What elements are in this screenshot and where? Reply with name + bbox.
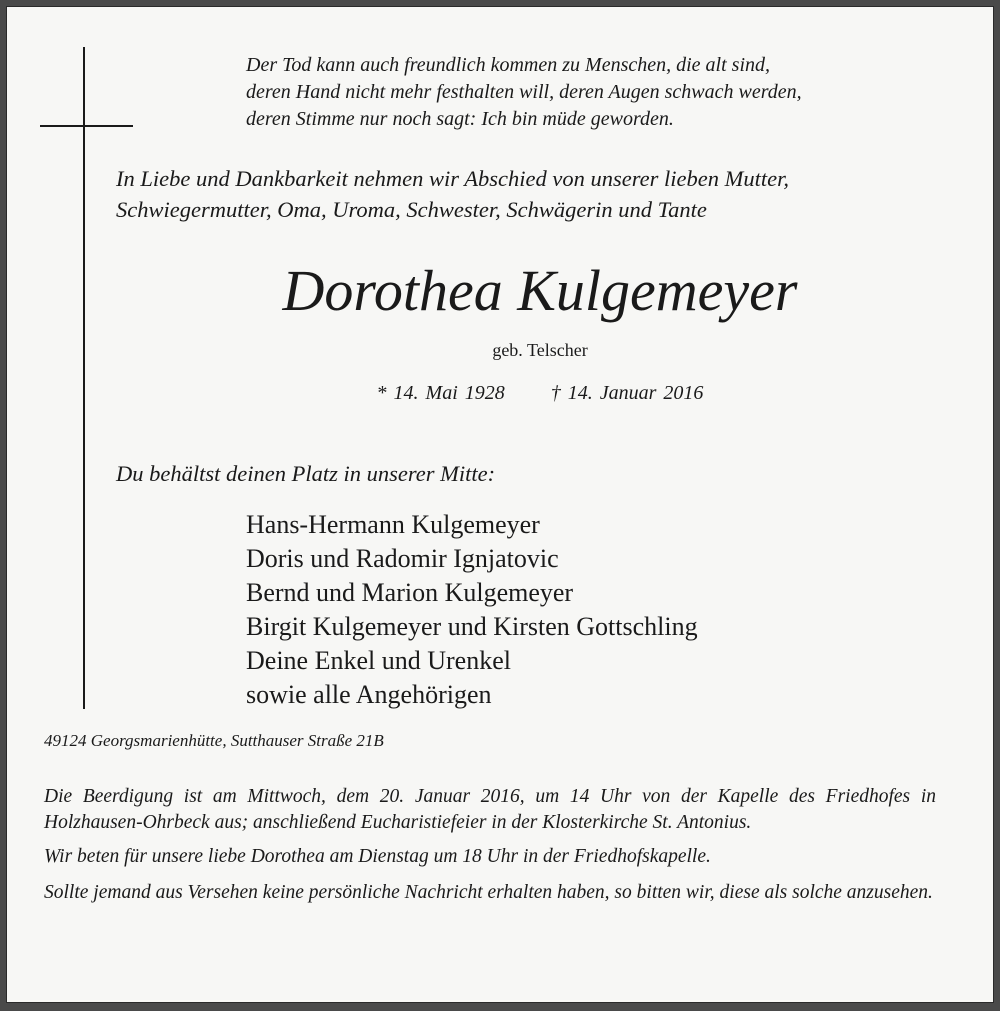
mourner-entry: Deine Enkel und Urenkel: [246, 646, 511, 675]
birth-date: * 14. Mai 1928: [376, 382, 505, 404]
funeral-note: Die Beerdigung ist am Mittwoch, dem 20. Januar 2016, um 14 Uhr von der Kapelle des Friedhofes in Holzhausen-Ohrbeck aus; anschließend Eucharistiefeier in der Klosterkirche St. Antonius.: [44, 786, 936, 833]
maiden-name: geb. Telscher: [492, 340, 588, 360]
mourner-entry: Hans-Hermann Kulgemeyer: [246, 510, 540, 539]
mourner-entry: Doris und Radomir Ignjatovic: [246, 544, 559, 573]
life-dates: [0, 382, 1000, 405]
mourner-entry: sowie alle Angehörigen: [246, 680, 492, 709]
intro-text: [116, 163, 789, 225]
service-notes: [44, 784, 936, 916]
intro-line: Schwiegermutter, Oma, Uroma, Schwester, Schwägerin und Tante: [116, 197, 707, 222]
intro-line: In Liebe und Dankbarkeit nehmen wir Abschied von unserer lieben Mutter,: [116, 166, 789, 191]
mourner-entry: Bernd und Marion Kulgemeyer: [246, 578, 574, 607]
poem-line: deren Hand nicht mehr festhalten will, deren Augen schwach werden,: [246, 81, 802, 103]
cross-vertical-bar: [83, 47, 85, 709]
family-address: 49124 Georgsmarienhütte, Sutthauser Straße 21B: [44, 731, 384, 750]
mourners-list: [246, 508, 698, 712]
disclaimer-note: Sollte jemand aus Versehen keine persönliche Nachricht erhalten haben, so bitten wir, diese als solche anzusehen.: [44, 882, 933, 903]
cross-horizontal-bar: [40, 125, 133, 127]
poem-line: Der Tod kann auch freundlich kommen zu Menschen, die alt sind,: [246, 54, 770, 76]
deceased-name: Dorothea Kulgemeyer: [282, 258, 798, 323]
farewell-line: Du behältst deinen Platz in unserer Mitte:: [116, 461, 496, 486]
death-date: † 14. Januar 2016: [550, 382, 704, 404]
prayer-note: Wir beten für unsere liebe Dorothea am Dienstag um 18 Uhr in der Friedhofskapelle.: [44, 846, 711, 867]
poem: [246, 52, 802, 133]
mourner-entry: Birgit Kulgemeyer und Kirsten Gottschling: [246, 612, 698, 641]
poem-line: deren Stimme nur noch sagt: Ich bin müde geworden.: [246, 108, 674, 130]
